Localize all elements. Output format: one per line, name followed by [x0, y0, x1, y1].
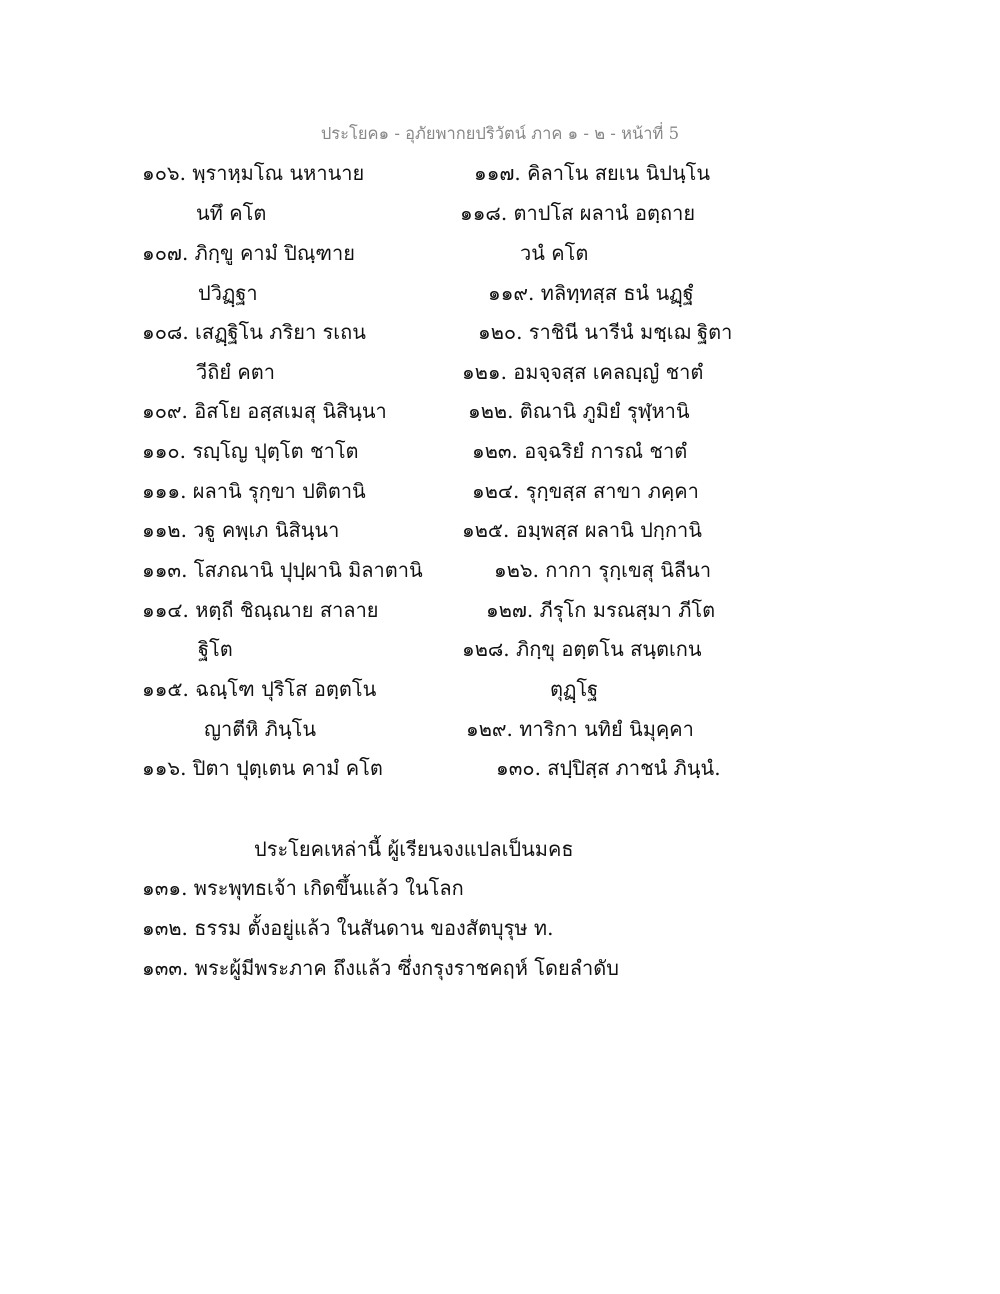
sentence-row [0, 476, 1000, 506]
left-sentence: ๑๑๒. วฐู คพฺเภ นิสินฺนา [142, 518, 340, 542]
left-sentence: ๑๐๖. พฺราหฺมโณ นหานาย [142, 161, 365, 185]
sentence-row [0, 357, 1000, 387]
exercise-item: ๑๓๓. พระผู้มีพระภาค ถึงแล้ว ซึ่งกรุงราชคฤห์ โดยลำดับ [142, 956, 619, 980]
left-sentence: ๑๑๕. ฉณฺโฑ ปุริโส อตฺตโน [142, 677, 377, 701]
right-sentence: ๑๒๕. อมฺพสฺส ผลานิ ปกฺกานิ [462, 518, 702, 542]
left-sentence: ญาตีหิ ภินฺโน [204, 717, 317, 741]
sentence-row [0, 753, 1000, 783]
sentence-row [0, 674, 1000, 704]
sentence-row [0, 595, 1000, 625]
sentence-row [0, 515, 1000, 545]
left-sentence: ปวิฏฺฐา [198, 281, 258, 305]
sentence-row [0, 634, 1000, 664]
sentence-row [0, 198, 1000, 228]
exercise-item: ๑๓๒. ธรรม ตั้งอยู่แล้ว ในสันดาน ของสัตบุรุษ ท. [142, 916, 554, 940]
right-sentence: ๑๑๗. คิลาโน สยเน นิปนฺโน [474, 161, 711, 185]
sentence-row [0, 317, 1000, 347]
right-sentence: ๑๒๓. อจฺฉริยํ การณํ ชาตํ [472, 439, 688, 463]
right-sentence: วนํ คโต [520, 241, 589, 265]
left-sentence: ๑๑๐. รญฺโญ ปุตฺโต ชาโต [142, 439, 359, 463]
left-sentence: ๑๐๗. ภิกฺขู คามํ ปิณฺฑาย [142, 241, 355, 265]
right-sentence: ๑๒๑. อมจฺจสฺส เคลญฺญํ ชาตํ [462, 360, 704, 384]
left-sentence: ๑๑๖. ปิตา ปุตฺเตน คามํ คโต [142, 756, 383, 780]
left-sentence: ๑๑๔. หตฺถี ชิณฺณาย สาลาย [142, 598, 379, 622]
sentence-row [0, 238, 1000, 268]
left-sentence: ๑๑๑. ผลานิ รุกฺขา ปติตานิ [142, 479, 366, 503]
sentence-row [0, 436, 1000, 466]
sentence-row [0, 396, 1000, 426]
left-sentence: ๑๐๘. เสฏฺฐิโน ภริยา รเถน [142, 320, 366, 344]
left-sentence: นทึ คโต [196, 201, 267, 225]
right-sentence: ๑๒๖. กากา รุกฺเขสุ นิลีนา [494, 558, 712, 582]
sentence-row [0, 555, 1000, 585]
right-sentence: ๑๒๔. รุกฺขสฺส สาขา ภคฺคา [472, 479, 699, 503]
left-sentence: ฐิโต [198, 637, 233, 661]
sentence-row [0, 714, 1000, 744]
sentence-row [0, 158, 1000, 188]
exercise-item: ๑๓๑. พระพุทธเจ้า เกิดขึ้นแล้ว ในโลก [142, 876, 464, 900]
right-sentence: ๑๒๒. ติณานิ ภูมิยํ รุฬฺหานิ [468, 399, 690, 423]
exercise-title: ประโยคเหล่านี้ ผู้เรียนจงแปลเป็นมคธ [254, 837, 574, 861]
left-sentence: ๑๑๓. โสภณานิ ปุปฺผานิ มิลาตานิ [142, 558, 423, 582]
right-sentence: ๑๒๘. ภิกฺขุ อตฺตโน สนฺตเกน [462, 637, 702, 661]
right-sentence: ๑๒๙. ทาริกา นทิยํ นิมุคฺคา [466, 717, 694, 741]
sentence-row [0, 278, 1000, 308]
right-sentence: ตุฏฺโฐ [550, 677, 599, 701]
right-sentence: ๑๒๐. ราชินี นารีนํ มชฺเฌ ฐิตา [478, 320, 733, 344]
right-sentence: ๑๑๙. ทลิทฺทสฺส ธนํ นฏฺฐํ [488, 281, 694, 305]
left-sentence: ๑๐๙. อิสโย อสฺสเมสุ นิสินฺนา [142, 399, 387, 423]
right-sentence: ๑๒๗. ภีรุโก มรณสฺมา ภีโต [486, 598, 716, 622]
page-header: ประโยค๑ - อุภัยพากยปริวัตน์ ภาค ๑ - ๒ - หน้าที่ 5 [320, 124, 680, 143]
right-sentence: ๑๑๘. ตาปโส ผลานํ อตฺถาย [460, 201, 696, 225]
right-sentence: ๑๓๐. สปฺปิสฺส ภาชนํ ภินฺนํ. [496, 756, 721, 780]
left-sentence: วีถิยํ คตา [196, 360, 276, 384]
